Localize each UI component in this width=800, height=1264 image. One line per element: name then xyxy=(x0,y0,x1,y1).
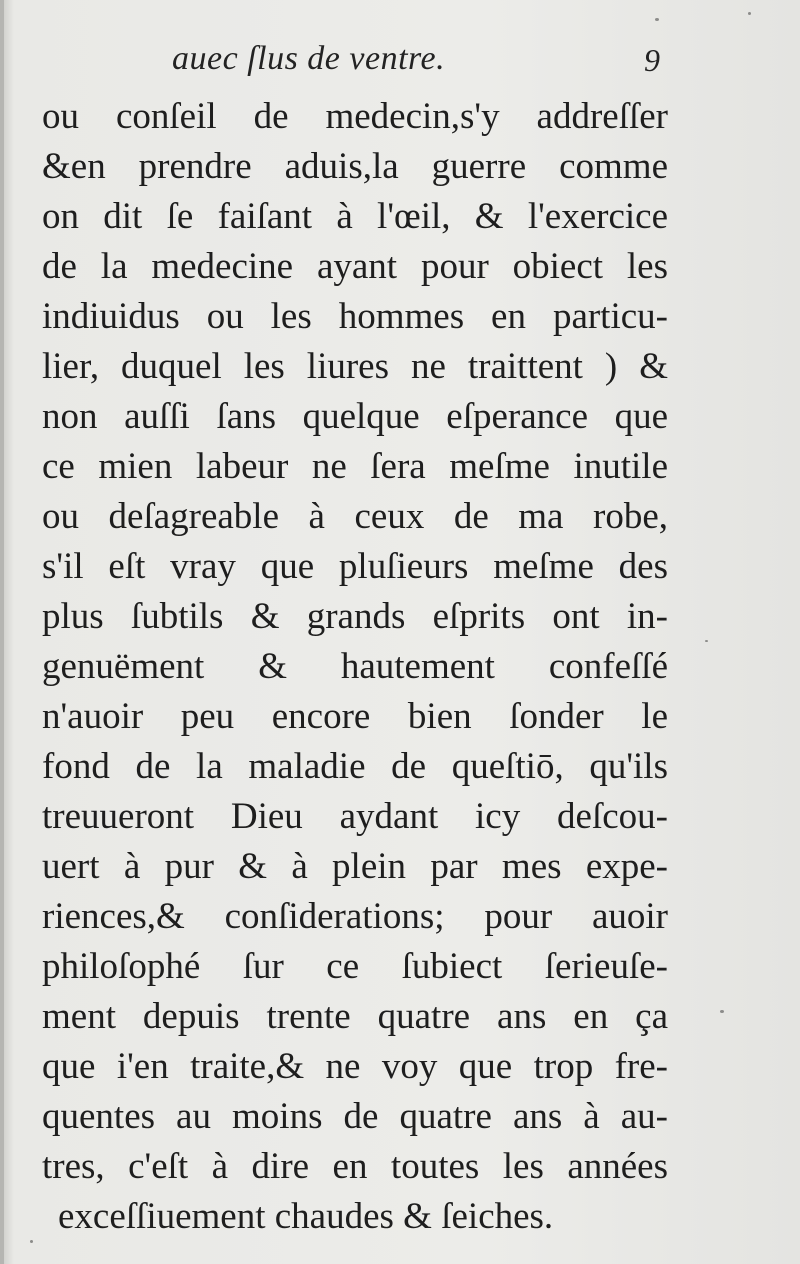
text-line: n'auoir peu encore bien ſonder le xyxy=(42,696,668,737)
text-line: non auſſi ſans quelque eſperance que xyxy=(42,396,668,437)
page-edge xyxy=(0,0,4,1264)
text-line: que i'en traite,& ne voy que trop fre- xyxy=(42,1046,668,1087)
paper-speck xyxy=(655,18,659,21)
text-line: ou conſeil de medecin,s'y addreſſer xyxy=(42,96,668,137)
text-line: ou deſagreable à ceux de ma robe, xyxy=(42,496,668,537)
text-line: lier, duquel les liures ne traittent ) & xyxy=(42,346,668,387)
text-line: de la medecine ayant pour obiect les xyxy=(42,246,668,287)
running-title: auec ſlus de ventre. xyxy=(172,40,446,77)
page-header xyxy=(150,40,670,90)
paper-speck xyxy=(720,1010,724,1013)
text-line: tres, c'eſt à dire en toutes les années xyxy=(42,1146,668,1187)
paper-speck xyxy=(705,640,708,642)
text-line: quentes au moins de quatre ans à au- xyxy=(42,1096,668,1137)
text-line: uert à pur & à plein par mes expe- xyxy=(42,846,668,887)
body-text xyxy=(42,92,668,1242)
text-line: s'il eſt vray que pluſieurs meſme des xyxy=(42,546,668,587)
text-line: philoſophé ſur ce ſubiect ſerieuſe- xyxy=(42,946,668,987)
text-line-last: exceſſiuement chaudes & ſeiches. xyxy=(58,1196,554,1237)
paper-speck xyxy=(748,12,751,15)
text-line: ce mien labeur ne ſera meſme inutile xyxy=(42,446,668,487)
page-number: 9 xyxy=(644,42,660,78)
text-line: ment depuis trente quatre ans en ça xyxy=(42,996,668,1037)
paper-speck xyxy=(30,1240,33,1243)
text-line: &en prendre aduis,la guerre comme xyxy=(42,146,668,187)
text-line: treuueront Dieu aydant icy deſcou- xyxy=(42,796,668,837)
text-line: indiuidus ou les hommes en particu- xyxy=(42,296,668,337)
text-line: genuëment & hautement confeſſé xyxy=(42,646,668,687)
text-line: plus ſubtils & grands eſprits ont in- xyxy=(42,596,668,637)
text-line: fond de la maladie de queſtiō, qu'ils xyxy=(42,746,668,787)
text-line: on dit ſe faiſant à l'œil, & l'exercice xyxy=(42,196,668,237)
text-line: riences,& conſiderations; pour auoir xyxy=(42,896,668,937)
